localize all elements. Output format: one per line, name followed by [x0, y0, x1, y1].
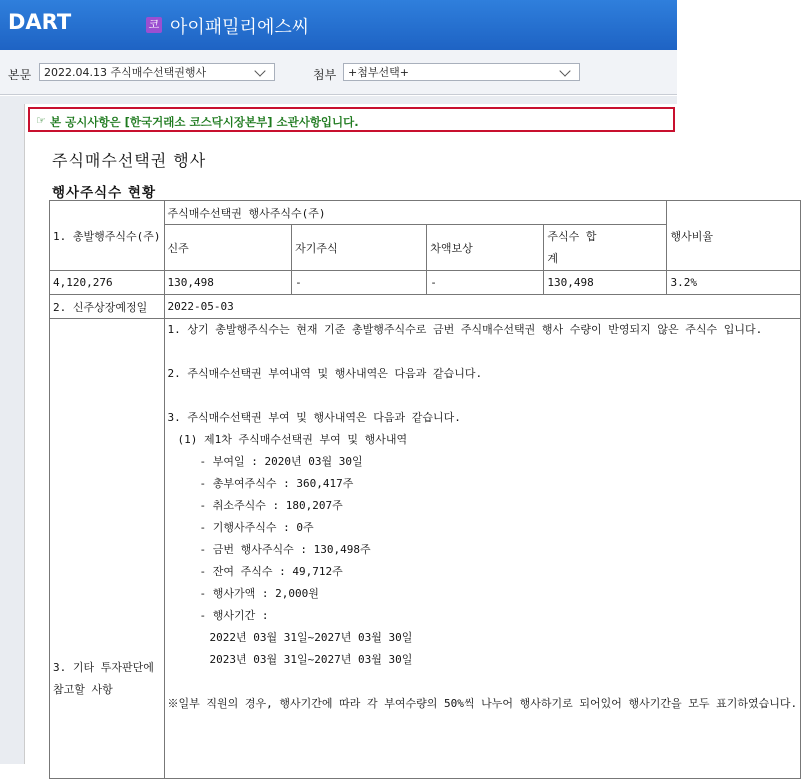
- section-title: 행사주식수 현황: [52, 185, 156, 201]
- company-name: 아이패밀리에스씨: [170, 17, 310, 38]
- col-sum-line1: 주식수 합: [547, 229, 597, 243]
- top-bar: [0, 0, 677, 50]
- selector-bar: [0, 50, 677, 95]
- col-new-shares: 신주: [164, 225, 292, 271]
- exercise-period-2: 2023년 03월 31일~2027년 03월 30일: [209, 653, 413, 666]
- total-shares-label: 1. 총발행주식수(주): [50, 201, 165, 271]
- col-sum-line2: 계: [547, 251, 558, 265]
- note-3-1: (1) 제1차 주식매수선택권 부여 및 행사내역: [177, 433, 408, 446]
- note-2: 2. 주식매수선택권 부여내역 및 행사내역은 다음과 같습니다.: [167, 367, 483, 380]
- main-doc-select[interactable]: [39, 63, 275, 81]
- grant-date: - 부여일 : 2020년 03월 30일: [199, 455, 363, 468]
- diff-value: -: [427, 271, 544, 295]
- ratio-header: 행사비율: [667, 201, 801, 271]
- treasury-value: -: [292, 271, 427, 295]
- exercise-period-1: 2022년 03월 31일~2027년 03월 30일: [209, 631, 413, 644]
- footnote: ※일부 직원의 경우, 행사기간에 따라 각 부여수량의 50%씩 나누어 행사하기로 되어있어 행사기간을 모두 표기하였습니다.: [167, 697, 798, 710]
- exercise-shares-header: 주식매수선택권 행사주식수(주): [164, 201, 667, 225]
- company-badge: 코: [146, 17, 162, 33]
- note-1: 1. 상기 총발행주식수는 현재 기준 총발행주식수로 금번 주식매수선택권 행사 수량이 반영되지 않은 주식수 입니다.: [167, 323, 763, 336]
- listing-date-label: 2. 신주상장예정일: [50, 295, 165, 319]
- col-sum: [544, 225, 667, 271]
- listing-date-value: 2022-05-03: [164, 295, 801, 319]
- attachment-select-value: +첨부선택+: [348, 66, 409, 79]
- sum-value: 130,498: [544, 271, 667, 295]
- attachment-label: 첨부: [313, 68, 337, 82]
- notice-box: [28, 107, 675, 132]
- dart-logo[interactable]: DART: [8, 10, 72, 34]
- other-info-content: [164, 319, 801, 779]
- exercise-table: [49, 200, 801, 779]
- document-title: 주식매수선택권 행사: [52, 151, 207, 170]
- other-info-label: [50, 319, 165, 779]
- exercise-price: - 행사가액 : 2,000원: [199, 587, 319, 600]
- main-doc-select-value: 2022.04.13 주식매수선택권행사: [44, 66, 207, 79]
- this-exercise: - 금번 행사주식수 : 130,498주: [199, 543, 371, 556]
- cancelled-shares: - 취소주식수 : 180,207주: [199, 499, 343, 512]
- other-info-label-text: 3. 기타 투자판단에 참고할 사항: [53, 661, 154, 696]
- remaining-shares: - 잔여 주식수 : 49,712주: [199, 565, 343, 578]
- total-grant: - 총부여주식수 : 360,417주: [199, 477, 354, 490]
- pointing-hand-icon: ☞: [36, 114, 46, 127]
- new-shares-value: 130,498: [164, 271, 292, 295]
- chevron-down-icon: [559, 65, 570, 76]
- chevron-down-icon: [254, 65, 265, 76]
- exercise-period-label: - 행사기간 :: [199, 609, 269, 622]
- col-treasury: 자기주식: [292, 225, 427, 271]
- attachment-select[interactable]: [343, 63, 580, 81]
- col-diff-comp: 차액보상: [427, 225, 544, 271]
- prev-exercised: - 기행사주식수 : 0주: [199, 521, 314, 534]
- notice-text: 본 공시사항은 [한국거래소 코스닥시장본부] 소관사항입니다.: [50, 115, 359, 129]
- note-3: 3. 주식매수선택권 부여 및 행사내역은 다음과 같습니다.: [167, 411, 461, 424]
- main-doc-label: 본문: [8, 68, 32, 82]
- ratio-value: 3.2%: [667, 271, 801, 295]
- total-shares-value: 4,120,276: [50, 271, 165, 295]
